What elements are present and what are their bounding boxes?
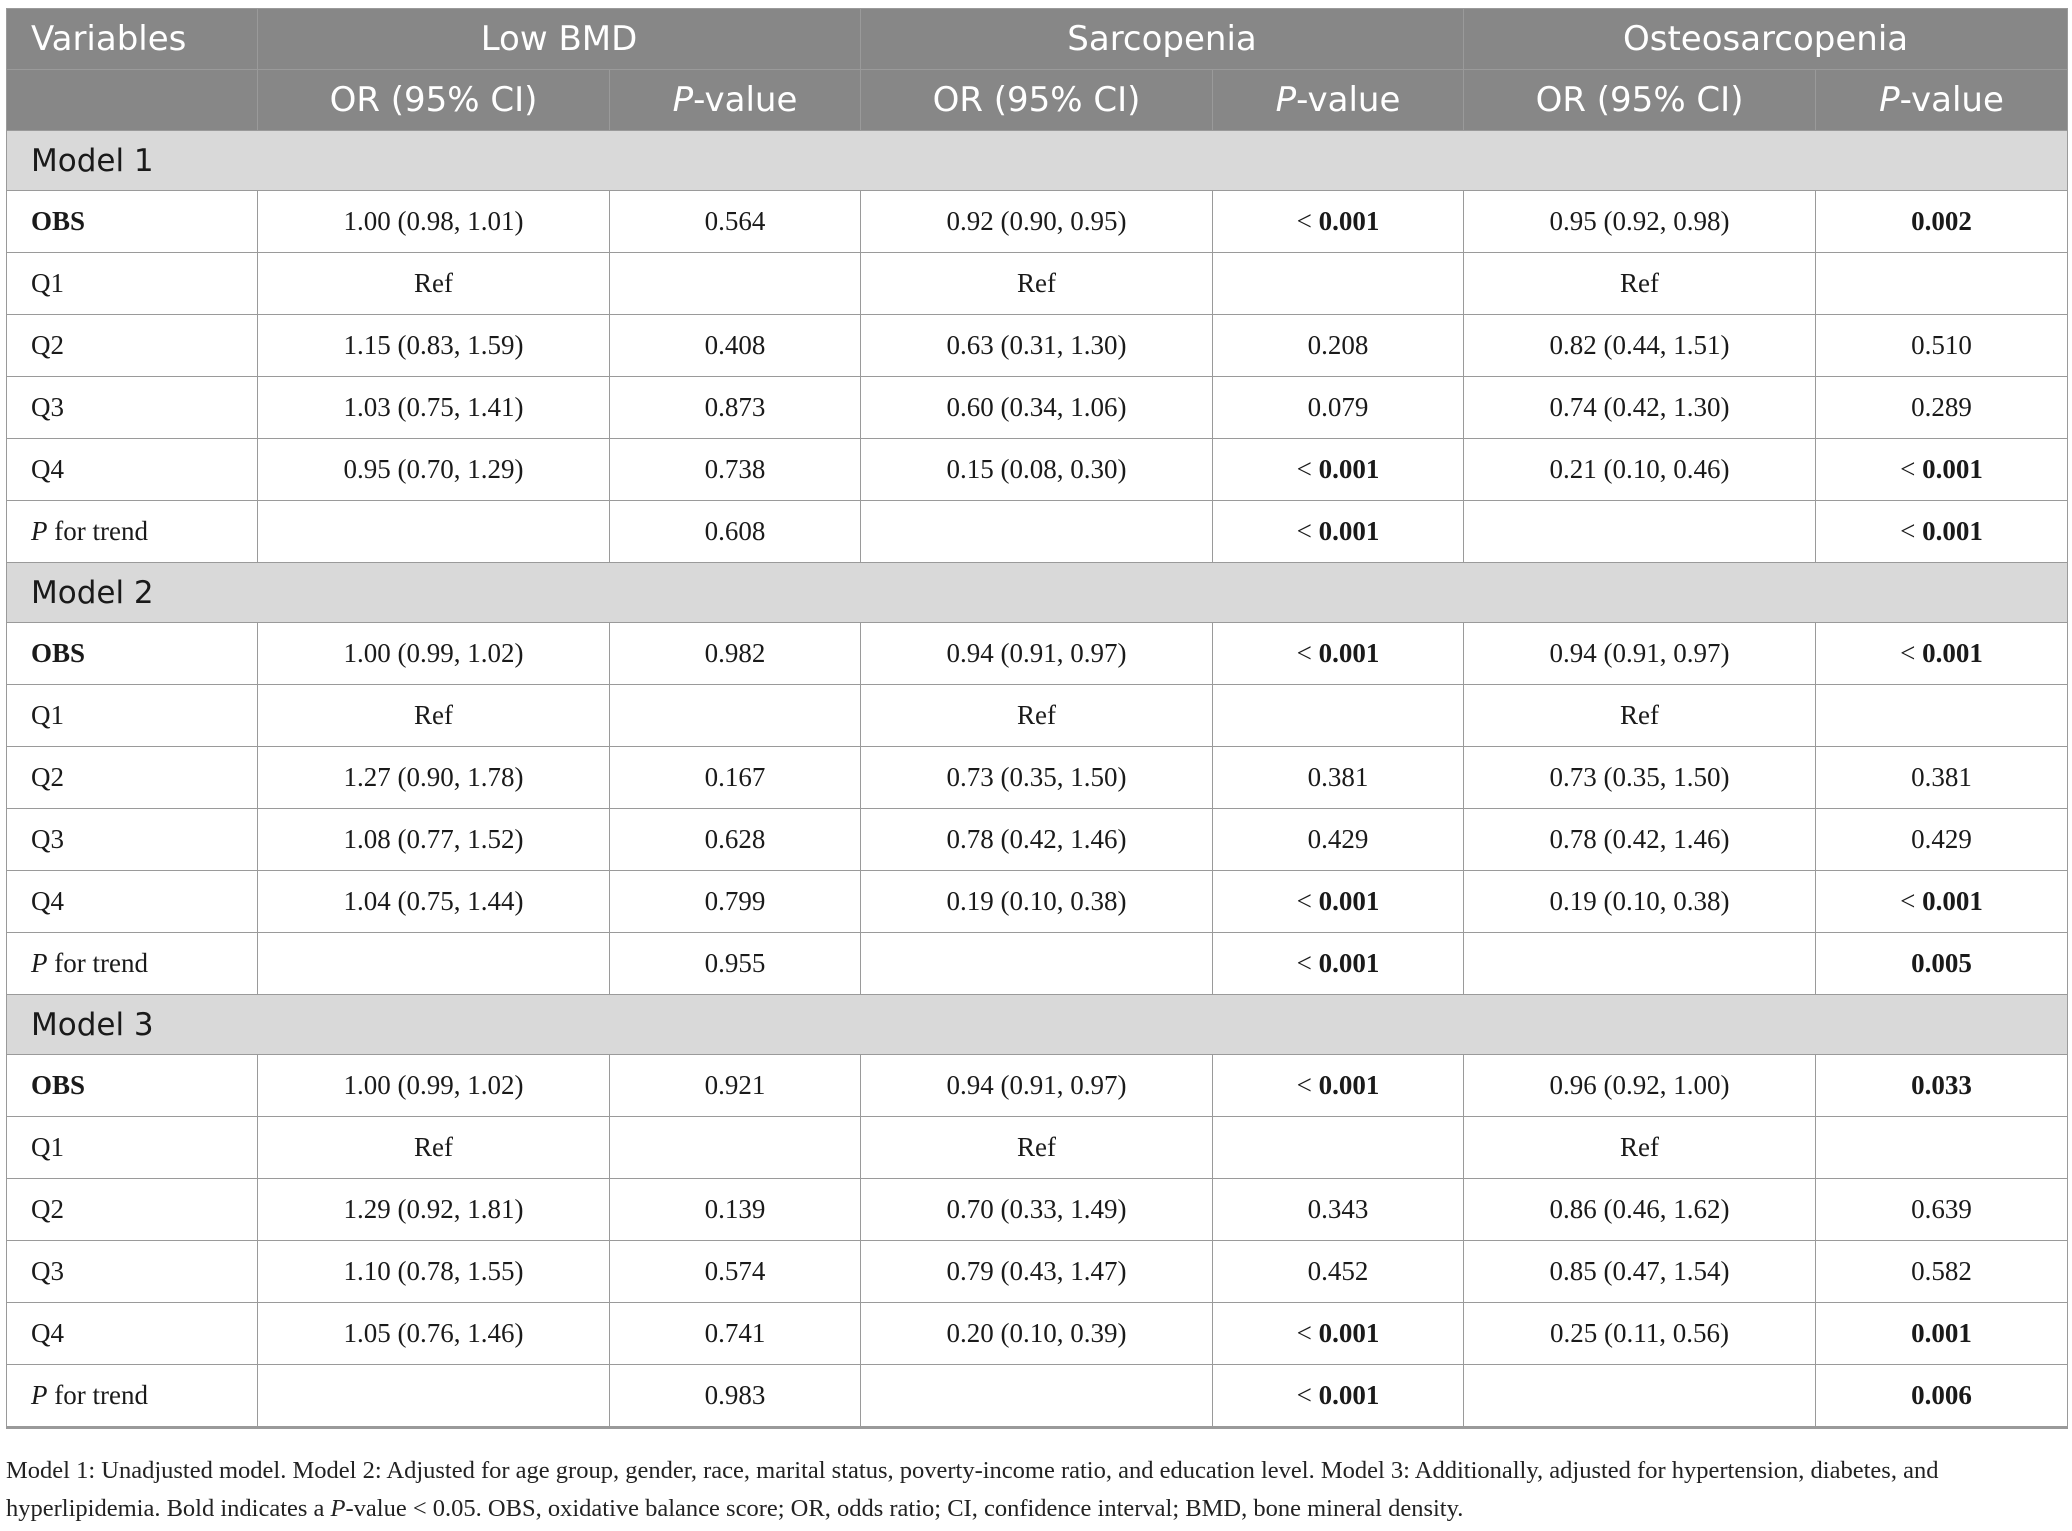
model-title: Model 1 [7, 131, 2068, 191]
table-row [7, 1117, 2068, 1179]
or-ci-cell: Ref [258, 1117, 610, 1179]
model-title: Model 2 [7, 563, 2068, 623]
row-label: Q3 [7, 377, 258, 439]
or-ci-cell: 0.78 (0.42, 1.46) [1464, 809, 1816, 871]
table-row [7, 1055, 2068, 1117]
or-ci-cell: Ref [1464, 685, 1816, 747]
p-value-cell [1213, 1117, 1464, 1179]
row-label: P for trend [7, 933, 258, 995]
row-label: OBS [7, 191, 258, 253]
row-label: OBS [7, 623, 258, 685]
p-value-cell: 0.510 [1816, 315, 2068, 377]
row-label: Q2 [7, 747, 258, 809]
or-ci-cell: 0.63 (0.31, 1.30) [861, 315, 1213, 377]
or-ci-cell: 0.73 (0.35, 1.50) [861, 747, 1213, 809]
p-value-cell: < 0.001 [1816, 439, 2068, 501]
p-value-cell: 0.381 [1816, 747, 2068, 809]
or-ci-cell: 0.94 (0.91, 0.97) [861, 623, 1213, 685]
p-value-cell: 0.139 [610, 1179, 861, 1241]
or-ci-cell: 1.04 (0.75, 1.44) [258, 871, 610, 933]
or-ci-cell: 0.79 (0.43, 1.47) [861, 1241, 1213, 1303]
p-value-cell: 0.005 [1816, 933, 2068, 995]
p-value-cell: 0.955 [610, 933, 861, 995]
header-or-ci: OR (95% CI) [258, 70, 610, 131]
p-value-cell: 0.408 [610, 315, 861, 377]
p-value-cell: < 0.001 [1816, 871, 2068, 933]
or-ci-cell: 0.20 (0.10, 0.39) [861, 1303, 1213, 1365]
or-ci-cell: 0.94 (0.91, 0.97) [1464, 623, 1816, 685]
row-label: Q3 [7, 809, 258, 871]
or-ci-cell: 1.15 (0.83, 1.59) [258, 315, 610, 377]
p-value-cell: 0.429 [1816, 809, 2068, 871]
p-value-cell: 0.079 [1213, 377, 1464, 439]
p-value-cell: 0.582 [1816, 1241, 2068, 1303]
table-row [7, 1365, 2068, 1428]
p-value-cell: < 0.001 [1213, 191, 1464, 253]
or-ci-cell: 0.25 (0.11, 0.56) [1464, 1303, 1816, 1365]
row-label: P for trend [7, 501, 258, 563]
table-row [7, 1179, 2068, 1241]
model-title: Model 3 [7, 995, 2068, 1055]
p-value-cell: 0.564 [610, 191, 861, 253]
p-value-cell [1816, 685, 2068, 747]
header-group-osteosarcopenia: Osteosarcopenia [1464, 9, 2068, 70]
header-variables: Variables [7, 9, 258, 70]
p-value-cell: 0.741 [610, 1303, 861, 1365]
p-value-cell: < 0.001 [1213, 1365, 1464, 1428]
or-ci-cell: 0.92 (0.90, 0.95) [861, 191, 1213, 253]
p-value-cell: < 0.001 [1213, 1303, 1464, 1365]
model-header-row [7, 563, 2068, 623]
table-row [7, 439, 2068, 501]
or-ci-cell [861, 933, 1213, 995]
row-label: Q2 [7, 315, 258, 377]
model-header-row [7, 131, 2068, 191]
results-table-container [6, 8, 2067, 1429]
or-ci-cell: 1.00 (0.99, 1.02) [258, 623, 610, 685]
or-ci-cell: 0.21 (0.10, 0.46) [1464, 439, 1816, 501]
table-footnote: Model 1: Unadjusted model. Model 2: Adjusted for age group, gender, race, marital status, poverty-income ratio, and education level. Model 3: Additionally, adjusted for hypertension, diabetes, and hyperlipidemia. Bold indicates a P-value < 0.05. OBS, oxidative balance score; OR, odds ratio; CI, confidence interval; BMD, bone mineral density. [6, 1457, 1939, 1522]
or-ci-cell: Ref [861, 685, 1213, 747]
or-ci-cell: 0.94 (0.91, 0.97) [861, 1055, 1213, 1117]
p-value-cell: 0.983 [610, 1365, 861, 1428]
table-row [7, 809, 2068, 871]
or-ci-cell [258, 1365, 610, 1428]
p-value-cell: < 0.001 [1213, 501, 1464, 563]
table-row [7, 315, 2068, 377]
table-row [7, 501, 2068, 563]
row-label: Q1 [7, 685, 258, 747]
p-value-cell: 0.452 [1213, 1241, 1464, 1303]
p-value-cell [1213, 253, 1464, 315]
p-value-cell [610, 1117, 861, 1179]
or-ci-cell: 1.00 (0.99, 1.02) [258, 1055, 610, 1117]
row-label: Q4 [7, 871, 258, 933]
or-ci-cell: Ref [861, 1117, 1213, 1179]
table-header [7, 9, 2068, 131]
or-ci-cell: 0.70 (0.33, 1.49) [861, 1179, 1213, 1241]
or-ci-cell: 0.82 (0.44, 1.51) [1464, 315, 1816, 377]
or-ci-cell [1464, 501, 1816, 563]
or-ci-cell: 0.19 (0.10, 0.38) [1464, 871, 1816, 933]
or-ci-cell: Ref [1464, 253, 1816, 315]
or-ci-cell [861, 1365, 1213, 1428]
or-ci-cell: 0.78 (0.42, 1.46) [861, 809, 1213, 871]
or-ci-cell: Ref [258, 253, 610, 315]
or-ci-cell: 0.60 (0.34, 1.06) [861, 377, 1213, 439]
p-value-cell: 0.167 [610, 747, 861, 809]
or-ci-cell [258, 501, 610, 563]
or-ci-cell [861, 501, 1213, 563]
row-label: Q2 [7, 1179, 258, 1241]
p-value-cell: 0.002 [1816, 191, 2068, 253]
or-ci-cell: 1.27 (0.90, 1.78) [258, 747, 610, 809]
p-value-cell: 0.001 [1816, 1303, 2068, 1365]
p-value-cell: 0.208 [1213, 315, 1464, 377]
header-group-low-bmd: Low BMD [258, 9, 861, 70]
or-ci-cell: 0.86 (0.46, 1.62) [1464, 1179, 1816, 1241]
or-ci-cell [1464, 933, 1816, 995]
row-label: Q1 [7, 253, 258, 315]
row-label: Q4 [7, 439, 258, 501]
table-row [7, 933, 2068, 995]
p-value-cell [1816, 253, 2068, 315]
or-ci-cell: 1.29 (0.92, 1.81) [258, 1179, 610, 1241]
row-label: Q3 [7, 1241, 258, 1303]
p-value-cell: 0.608 [610, 501, 861, 563]
header-p-value: P-value [1213, 70, 1464, 131]
or-ci-cell: 1.05 (0.76, 1.46) [258, 1303, 610, 1365]
table-row [7, 1241, 2068, 1303]
p-value-cell: 0.006 [1816, 1365, 2068, 1428]
p-value-cell: 0.289 [1816, 377, 2068, 439]
p-value-cell: 0.921 [610, 1055, 861, 1117]
header-p-value: P-value [1816, 70, 2068, 131]
or-ci-cell: 0.85 (0.47, 1.54) [1464, 1241, 1816, 1303]
row-label: Q1 [7, 1117, 258, 1179]
p-value-cell: 0.639 [1816, 1179, 2068, 1241]
p-value-cell: 0.381 [1213, 747, 1464, 809]
or-ci-cell: 0.96 (0.92, 1.00) [1464, 1055, 1816, 1117]
row-label: OBS [7, 1055, 258, 1117]
p-value-cell: 0.033 [1816, 1055, 2068, 1117]
header-or-ci: OR (95% CI) [861, 70, 1213, 131]
or-ci-cell: 0.15 (0.08, 0.30) [861, 439, 1213, 501]
p-value-cell: 0.343 [1213, 1179, 1464, 1241]
table-row [7, 747, 2068, 809]
p-value-cell: 0.799 [610, 871, 861, 933]
p-value-cell [1213, 685, 1464, 747]
or-ci-cell: 0.74 (0.42, 1.30) [1464, 377, 1816, 439]
results-table [6, 8, 2068, 1429]
or-ci-cell: 0.73 (0.35, 1.50) [1464, 747, 1816, 809]
or-ci-cell: 1.10 (0.78, 1.55) [258, 1241, 610, 1303]
p-value-cell: < 0.001 [1213, 623, 1464, 685]
table-row [7, 871, 2068, 933]
model-header-row [7, 995, 2068, 1055]
p-value-cell: 0.574 [610, 1241, 861, 1303]
p-value-cell: < 0.001 [1816, 623, 2068, 685]
p-value-cell [610, 253, 861, 315]
p-value-cell: < 0.001 [1213, 871, 1464, 933]
or-ci-cell: Ref [258, 685, 610, 747]
table-row [7, 191, 2068, 253]
or-ci-cell: 1.03 (0.75, 1.41) [258, 377, 610, 439]
or-ci-cell: 0.19 (0.10, 0.38) [861, 871, 1213, 933]
table-row [7, 377, 2068, 439]
p-value-cell: 0.873 [610, 377, 861, 439]
p-value-cell: < 0.001 [1213, 933, 1464, 995]
p-value-cell: 0.982 [610, 623, 861, 685]
p-value-cell: < 0.001 [1213, 439, 1464, 501]
p-value-cell: 0.429 [1213, 809, 1464, 871]
header-empty [7, 70, 258, 131]
or-ci-cell [1464, 1365, 1816, 1428]
p-value-cell: 0.628 [610, 809, 861, 871]
p-value-cell: < 0.001 [1213, 1055, 1464, 1117]
header-p-value: P-value [610, 70, 861, 131]
table-row [7, 1303, 2068, 1365]
table-row [7, 253, 2068, 315]
p-value-cell [610, 685, 861, 747]
row-label: P for trend [7, 1365, 258, 1428]
or-ci-cell: 0.95 (0.92, 0.98) [1464, 191, 1816, 253]
table-row [7, 685, 2068, 747]
table-body [7, 131, 2068, 1428]
or-ci-cell: Ref [1464, 1117, 1816, 1179]
or-ci-cell: 1.00 (0.98, 1.01) [258, 191, 610, 253]
p-value-cell: 0.738 [610, 439, 861, 501]
or-ci-cell: 0.95 (0.70, 1.29) [258, 439, 610, 501]
table-row [7, 623, 2068, 685]
row-label: Q4 [7, 1303, 258, 1365]
p-value-cell [1816, 1117, 2068, 1179]
or-ci-cell [258, 933, 610, 995]
or-ci-cell: Ref [861, 253, 1213, 315]
header-group-sarcopenia: Sarcopenia [861, 9, 1464, 70]
header-or-ci: OR (95% CI) [1464, 70, 1816, 131]
p-value-cell: < 0.001 [1816, 501, 2068, 563]
or-ci-cell: 1.08 (0.77, 1.52) [258, 809, 610, 871]
